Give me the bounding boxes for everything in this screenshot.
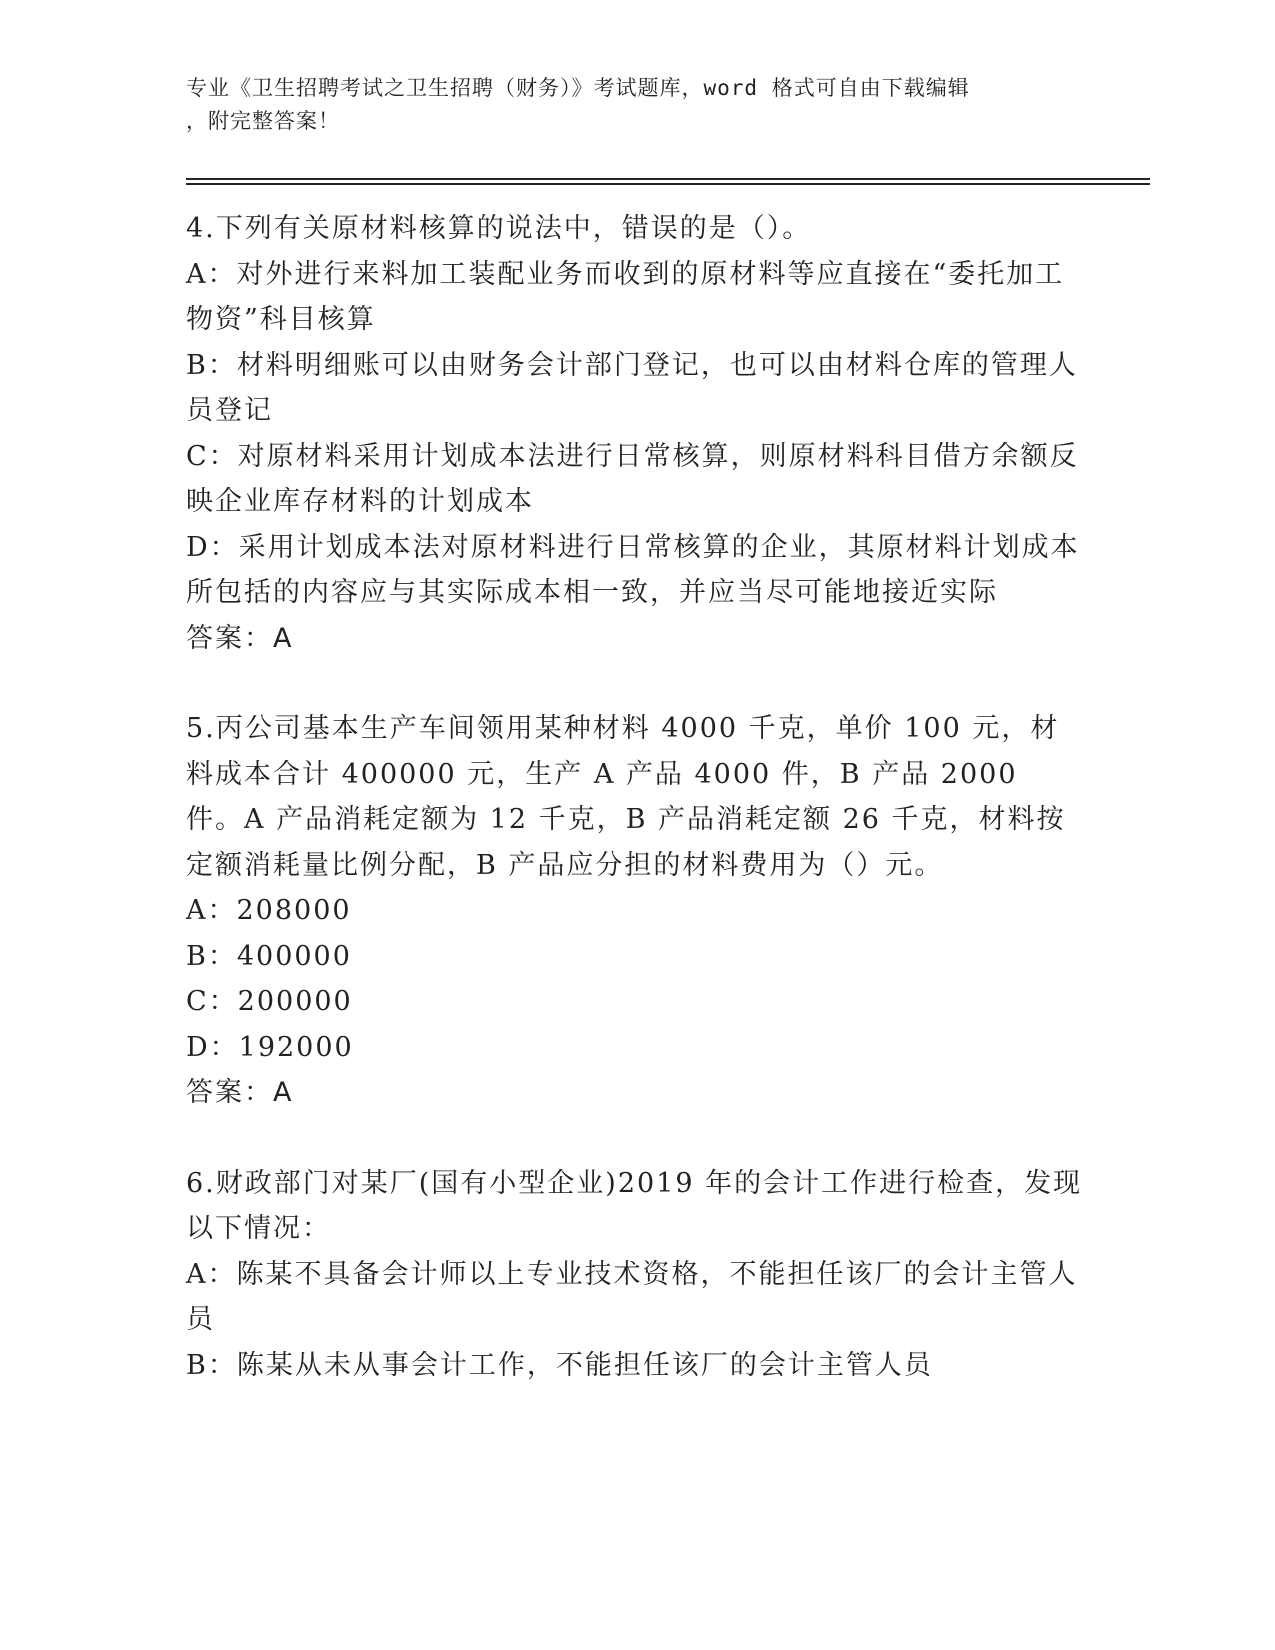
question-stem: 5.丙公司基本生产车间领用某种材料 4000 千克，单价 100 元，材料成本合计 400000 元，生产 A 产品 4000 件，B 产品 2000 件。A 产品消耗定额为 12 千克，B 产品消耗定额 26 千克，材料按定额消耗量比例分配，B 产品应分担的材料费用为（）元。 — [186, 713, 1066, 881]
question-stem: 4.下列有关原材料核算的说法中，错误的是（）。 — [186, 213, 812, 244]
answer: 答案：A — [186, 1077, 294, 1108]
option-d: D：192000 — [186, 1031, 354, 1063]
header-divider-top — [186, 178, 1150, 180]
option-a: A：208000 — [186, 895, 352, 926]
question-5 — [186, 706, 1086, 1116]
option-a: A：对外进行来料加工装配业务而收到的原材料等应直接在“委托加工物资”科目核算 — [186, 258, 1065, 335]
question-4 — [186, 206, 1086, 661]
document-header — [186, 72, 1066, 138]
header-line-1: 专业《卫生招聘考试之卫生招聘（财务）》考试题库，word 格式可自由下载编辑 — [186, 76, 970, 100]
question-list — [186, 206, 1086, 1433]
question-stem: 6.财政部门对某厂(国有小型企业)2019 年的会计工作进行检查，发现以下情况： — [186, 1167, 1083, 1244]
header-line-2: ，附完整答案！ — [186, 109, 340, 133]
option-b: B：材料明细账可以由财务会计部门登记，也可以由材料仓库的管理人员登记 — [186, 349, 1078, 426]
question-6 — [186, 1161, 1086, 1389]
option-a: A：陈某不具备会计师以上专业技术资格，不能担任该厂的会计主管人员 — [186, 1258, 1078, 1335]
option-b: B：400000 — [186, 940, 352, 972]
option-c: C：对原材料采用计划成本法进行日常核算，则原材料科目借方余额反映企业库存材料的计划成本 — [186, 440, 1079, 517]
header-divider-bottom — [186, 183, 1150, 185]
option-d: D：采用计划成本法对原材料进行日常核算的企业，其原材料计划成本所包括的内容应与其实际成本相一致，并应当尽可能地接近实际 — [186, 531, 1080, 608]
option-c: C：200000 — [186, 986, 353, 1017]
answer: 答案：A — [186, 622, 294, 654]
option-b: B：陈某从未从事会计工作，不能担任该厂的会计主管人员 — [186, 1349, 933, 1381]
